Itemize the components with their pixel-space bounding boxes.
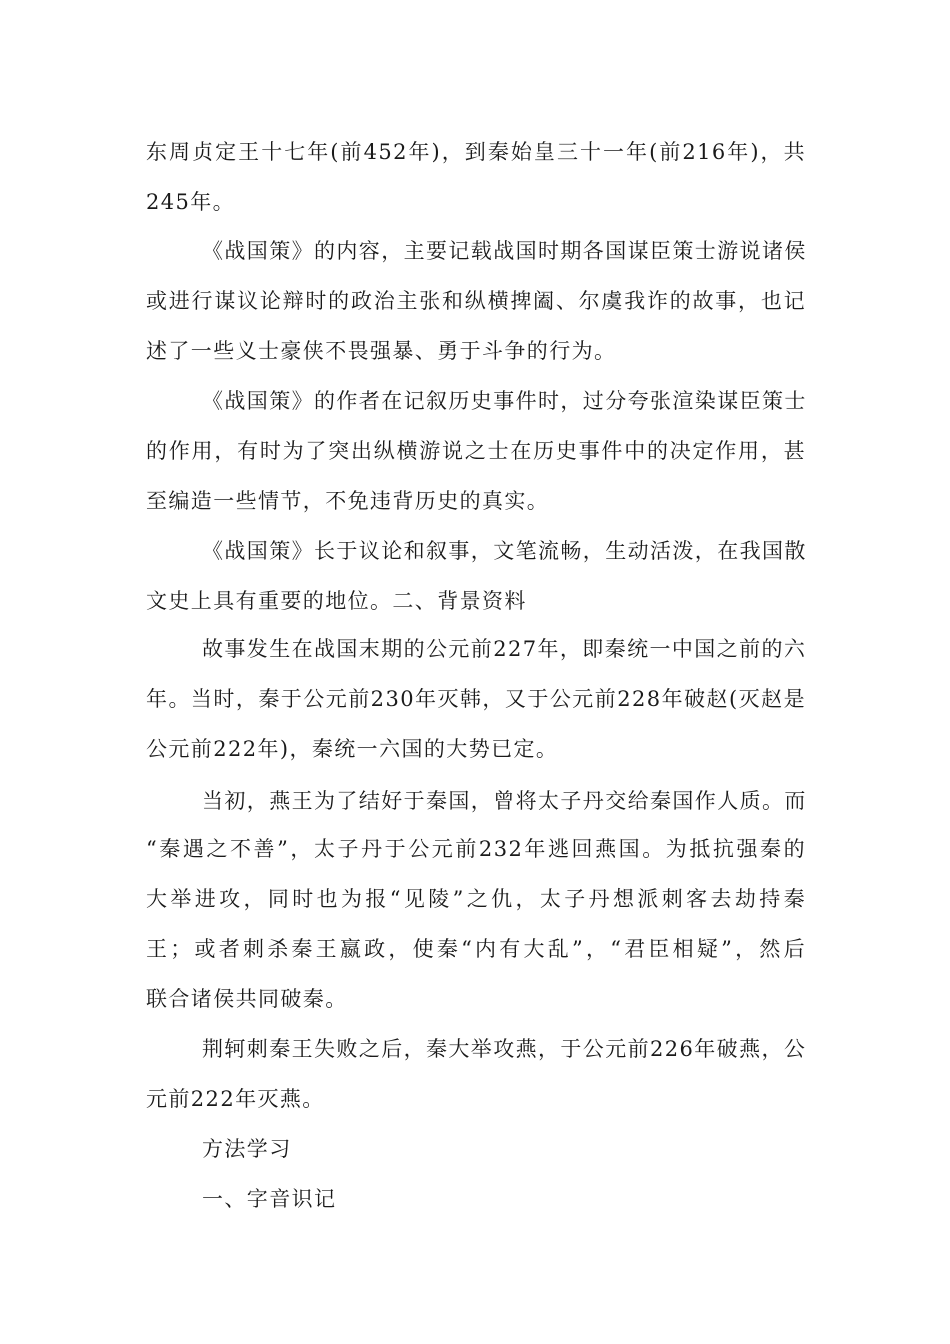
paragraph-line: 年。当时，秦于公元前230年灭韩，又于公元前228年破赵(灭赵是 [146,687,806,711]
paragraph-line: 公元前222年)，秦统一六国的大势已定。 [146,737,559,761]
paragraph-line: 述了一些义士豪侠不畏强暴、勇于斗争的行为。 [146,339,617,363]
paragraph-line: 当初，燕王为了结好于秦国，曾将太子丹交给秦国作人质。而 [202,789,807,813]
paragraph-line: 《战国策》的内容，主要记载战国时期各国谋臣策士游说诸侯 [202,239,807,263]
section-heading: 一、字音识记 [202,1187,337,1211]
paragraph-line: “秦遇之不善”，太子丹于公元前232年逃回燕国。为抵抗强秦的 [146,837,806,861]
paragraph-line: 至编造一些情节，不免违背历史的真实。 [146,489,550,513]
paragraph-line: 《战国策》的作者在记叙历史事件时，过分夸张渲染谋臣策士 [202,389,807,413]
paragraph-line: 《战国策》长于议论和叙事，文笔流畅，生动活泼，在我国散 [202,539,807,563]
paragraph-line: 或进行谋议论辩时的政治主张和纵横捭阖、尔虞我诈的故事，也记 [146,289,806,313]
section-heading: 方法学习 [202,1137,292,1161]
paragraph-line: 元前222年灭燕。 [146,1087,325,1111]
paragraph-line: 文史上具有重要的地位。二、背景资料 [146,589,527,613]
paragraph-line: 东周贞定王十七年(前452年)，到秦始皇三十一年(前216年)，共 [146,140,806,164]
paragraph-line: 联合诸侯共同破秦。 [146,987,348,1011]
paragraph-line: 荆轲刺秦王失败之后，秦大举攻燕，于公元前226年破燕，公 [202,1037,807,1061]
paragraph-line: 大举进攻，同时也为报“见陵”之仇，太子丹想派刺客去劫持秦 [146,887,806,911]
paragraph-line: 的作用，有时为了突出纵横游说之士在历史事件中的决定作用，甚 [146,439,806,463]
paragraph-line: 245年。 [146,190,236,214]
paragraph-line: 故事发生在战国末期的公元前227年，即秦统一中国之前的六 [202,637,807,661]
paragraph-line: 王；或者刺杀秦王嬴政，使秦“内有大乱”，“君臣相疑”，然后 [146,937,806,961]
